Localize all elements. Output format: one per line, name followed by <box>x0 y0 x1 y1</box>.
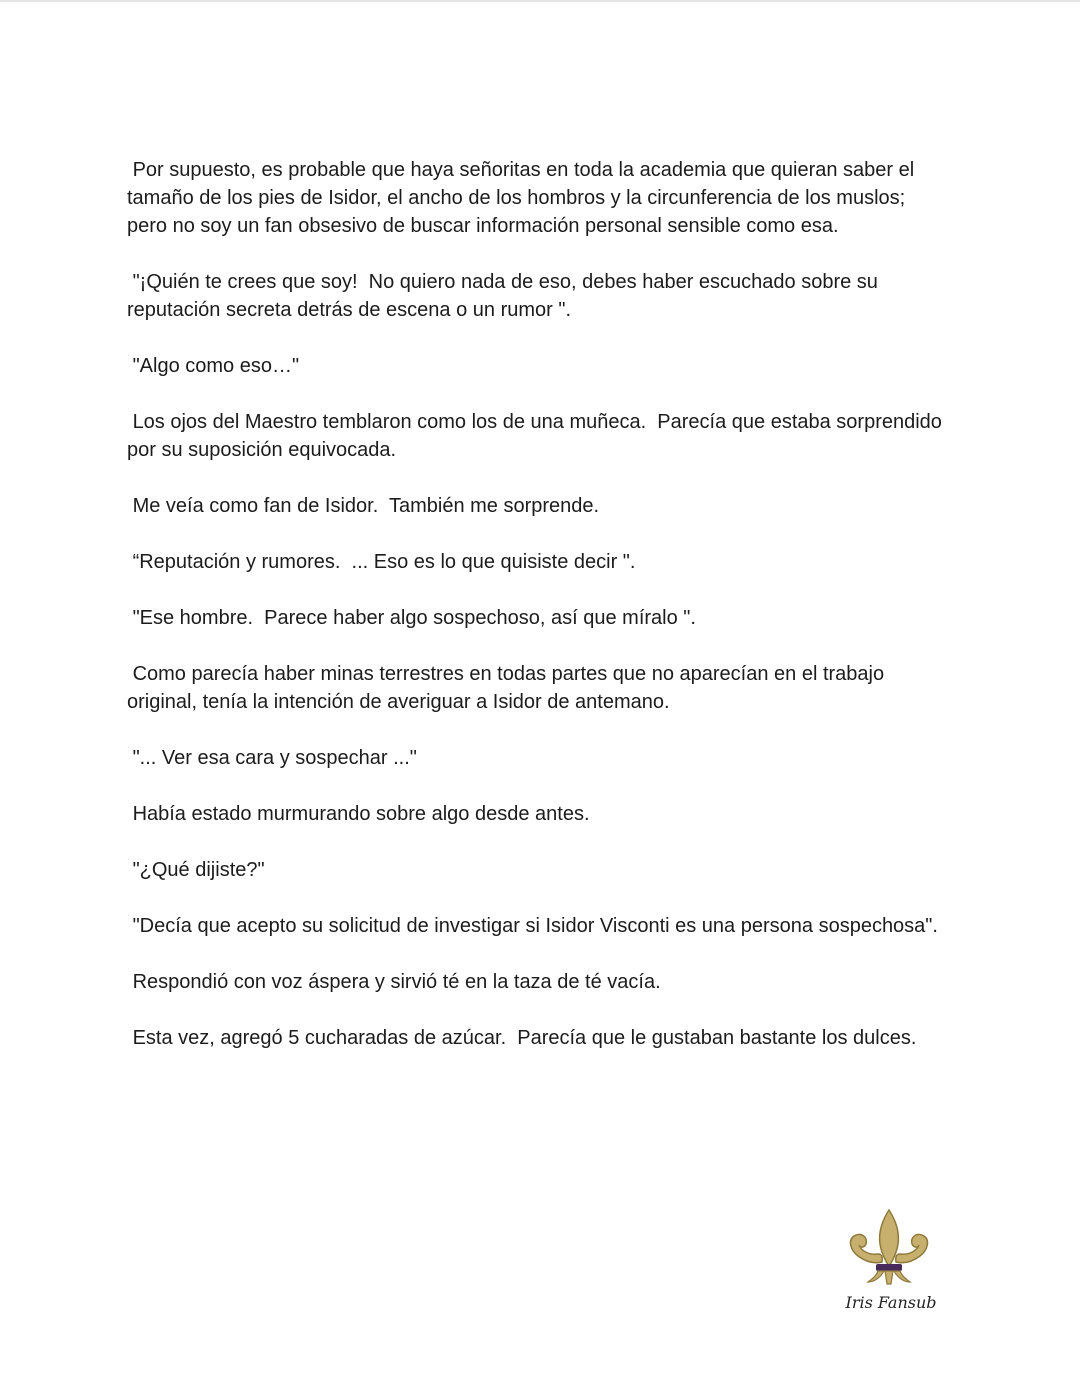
paragraph: "¡Quién te crees que soy! No quiero nada de eso, debes haber escuchado sobre su reputación secreta detrás de escena o un rumor ". <box>127 271 884 321</box>
paragraph: "¿Qué dijiste?" <box>127 859 265 881</box>
watermark-logo <box>836 1208 946 1320</box>
paragraph: Como parecía haber minas terrestres en todas partes que no aparecían en el trabajo original, tenía la intención de averiguar a Isidor de antemano. <box>127 663 890 713</box>
paragraph: Respondió con voz áspera y sirvió té en la taza de té vacía. <box>127 971 661 993</box>
paragraph: “Reputación y rumores. ... Eso es lo que quisiste decir ". <box>127 551 636 573</box>
paragraph: Por supuesto, es probable que haya señoritas en toda la academia que quieran saber el tamaño de los pies de Isidor, el ancho de los hombros y la circunferencia de los muslos; pero no soy un fan obsesivo de buscar información personal sensible como esa. <box>127 159 920 237</box>
paragraph: "... Ver esa cara y sospechar ..." <box>127 747 417 769</box>
paragraph: Los ojos del Maestro temblaron como los de una muñeca. Parecía que estaba sorprendido por su suposición equivocada. <box>127 411 948 461</box>
paragraph: Había estado murmurando sobre algo desde antes. <box>127 803 590 825</box>
paragraph: "Algo como eso…" <box>127 355 300 377</box>
page-top-border <box>0 0 1080 2</box>
document-body <box>127 156 947 1080</box>
paragraph: Esta vez, agregó 5 cucharadas de azúcar. Parecía que le gustaban bastante los dulces. <box>127 1027 917 1049</box>
paragraph: Me veía como fan de Isidor. También me sorprende. <box>127 495 600 517</box>
watermark-label: Iris Fansub <box>845 1293 937 1312</box>
paragraph: "Ese hombre. Parece haber algo sospechoso, así que míralo ". <box>127 607 696 629</box>
paragraph: "Decía que acepto su solicitud de investigar si Isidor Visconti es una persona sospechosa". <box>127 915 938 937</box>
fleur-de-lis-icon <box>844 1208 934 1288</box>
